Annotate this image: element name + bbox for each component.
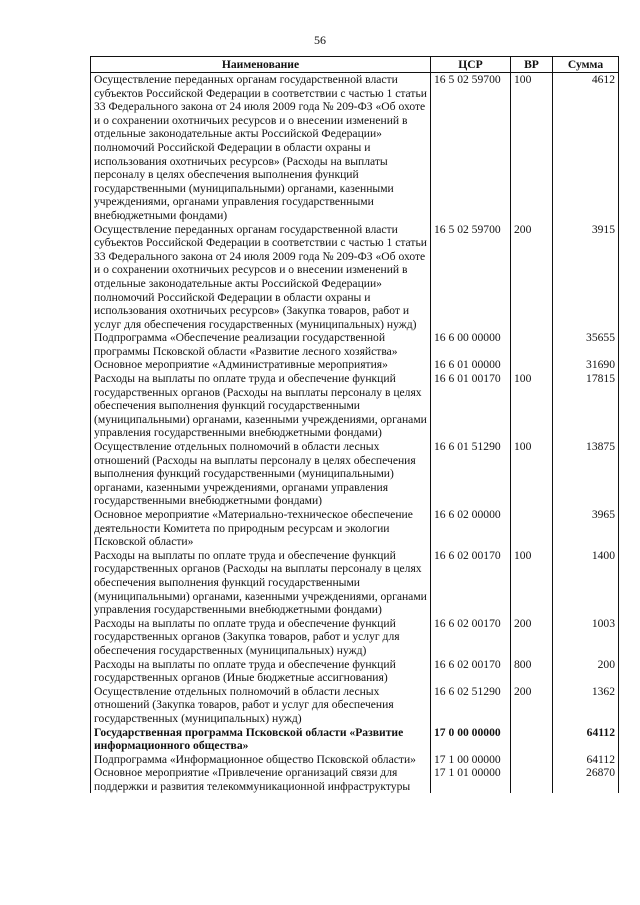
row-vr: 100 [511,73,553,223]
row-sum: 1400 [553,549,619,617]
table-row [91,358,619,372]
row-vr: 100 [511,549,553,617]
row-name: Основное мероприятие «Материально-техническое обеспечение деятельности Комитета по природным ресурсам и экологии Псковской области» [91,508,431,549]
row-name: Осуществление отдельных полномочий в области лесных отношений (Закупка товаров, работ и услуг для обеспечения государственных (муниципальных) нужд) [91,685,431,726]
table-row [91,766,619,793]
table-row [91,685,619,726]
table-row [91,508,619,549]
row-csr: 16 6 01 00170 [431,372,511,440]
row-name: Расходы на выплаты по оплате труда и обеспечение функций государственных органов (Иные бюджетные ассигнования) [91,658,431,685]
row-vr: 800 [511,658,553,685]
row-sum: 64112 [553,753,619,767]
row-sum: 1003 [553,617,619,658]
table-row [91,617,619,658]
row-name: Основное мероприятие «Административные мероприятия» [91,358,431,372]
row-name: Подпрограмма «Обеспечение реализации государственной программы Псковской области «Развитие лесного хозяйства» [91,331,431,358]
row-name: Основное мероприятие «Привлечение организаций связи для поддержки и развития телекоммуникационной инфраструктуры [91,766,431,793]
row-csr: 17 0 00 00000 [431,726,511,753]
row-csr: 16 6 02 00170 [431,658,511,685]
row-sum: 35655 [553,331,619,358]
row-csr: 17 1 01 00000 [431,766,511,793]
header-sum: Сумма [553,57,619,73]
row-name: Расходы на выплаты по оплате труда и обеспечение функций государственных органов (Расходы на выплаты персоналу в целях обеспечения выполнения функций государственными (муниципальными) органами, казенными учреждениями, органами управления государственными внебюджетными фондами) [91,372,431,440]
row-vr: 100 [511,372,553,440]
row-vr: 200 [511,223,553,332]
row-csr: 17 1 00 00000 [431,753,511,767]
table-row [91,658,619,685]
budget-table [90,56,619,793]
table-row [91,549,619,617]
row-name: Расходы на выплаты по оплате труда и обеспечение функций государственных органов (Расходы на выплаты персоналу в целях обеспечения выполнения функций государственными (муниципальными) органами, казенными учреждениями, органами управления государственными внебюджетными фондами) [91,549,431,617]
row-csr: 16 5 02 59700 [431,223,511,332]
page-number: 56 [314,33,326,47]
table-row [91,753,619,767]
row-sum: 17815 [553,372,619,440]
row-sum: 1362 [553,685,619,726]
row-vr: 100 [511,440,553,508]
row-csr: 16 5 02 59700 [431,73,511,223]
header-name: Наименование [91,57,431,73]
row-vr [511,753,553,767]
table-row [91,331,619,358]
row-csr: 16 6 02 00170 [431,617,511,658]
table-row [91,73,619,223]
table-row [91,726,619,753]
header-vr: ВР [511,57,553,73]
row-sum: 3965 [553,508,619,549]
row-csr: 16 6 02 00170 [431,549,511,617]
row-csr: 16 6 01 00000 [431,358,511,372]
row-vr [511,766,553,793]
header-csr: ЦСР [431,57,511,73]
row-vr [511,508,553,549]
row-sum: 4612 [553,73,619,223]
row-name: Осуществление переданных органам государственной власти субъектов Российской Федерации в соответствии с частью 1 статьи 33 Федерального закона от 24 июля 2009 года № 209-ФЗ «Об охоте и о сохранении охотничьих ресурсов и о внесении изменений в отдельные законодательные акты Российской Федерации» полномочий Российской Федерации в области охраны и использования охотничьих ресурсов» (Расходы на выплаты персоналу в целях обеспечения выполнения функций государственными (муниципальными) органами, казенными учреждениями, органами управления государственными внебюджетными фондами) [91,73,431,223]
row-csr: 16 6 01 51290 [431,440,511,508]
row-csr: 16 6 02 00000 [431,508,511,549]
row-vr [511,331,553,358]
row-vr: 200 [511,617,553,658]
row-csr: 16 6 02 51290 [431,685,511,726]
row-sum: 3915 [553,223,619,332]
table-row [91,372,619,440]
table-row [91,223,619,332]
row-csr: 16 6 00 00000 [431,331,511,358]
row-name: Расходы на выплаты по оплате труда и обеспечение функций государственных органов (Закупка товаров, работ и услуг для обеспечения государственных (муниципальных) нужд) [91,617,431,658]
row-name: Осуществление переданных органам государственной власти субъектов Российской Федерации в соответствии с частью 1 статьи 33 Федерального закона от 24 июля 2009 года № 209-ФЗ «Об охоте и о сохранении охотничьих ресурсов и о внесении изменений в отдельные законодательные акты Российской Федерации» полномочий Российской Федерации в области охраны и использования охотничьих ресурсов» (Закупка товаров, работ и услуг для обеспечения государственных (муниципальных) нужд) [91,223,431,332]
row-name: Подпрограмма «Информационное общество Псковской области» [91,753,431,767]
row-vr [511,726,553,753]
row-sum: 26870 [553,766,619,793]
row-name: Осуществление отдельных полномочий в области лесных отношений (Расходы на выплаты персоналу в целях обеспечения выполнения функций государственными (муниципальными) органами, казенными учреждениями, органами управления государственными внебюджетными фондами) [91,440,431,508]
table-body [91,73,619,794]
row-name: Государственная программа Псковской области «Развитие информационного общества» [91,726,431,753]
row-sum: 64112 [553,726,619,753]
row-sum: 200 [553,658,619,685]
row-sum: 31690 [553,358,619,372]
row-vr [511,358,553,372]
table-header-row [91,57,619,73]
row-vr: 200 [511,685,553,726]
table-row [91,440,619,508]
row-sum: 13875 [553,440,619,508]
